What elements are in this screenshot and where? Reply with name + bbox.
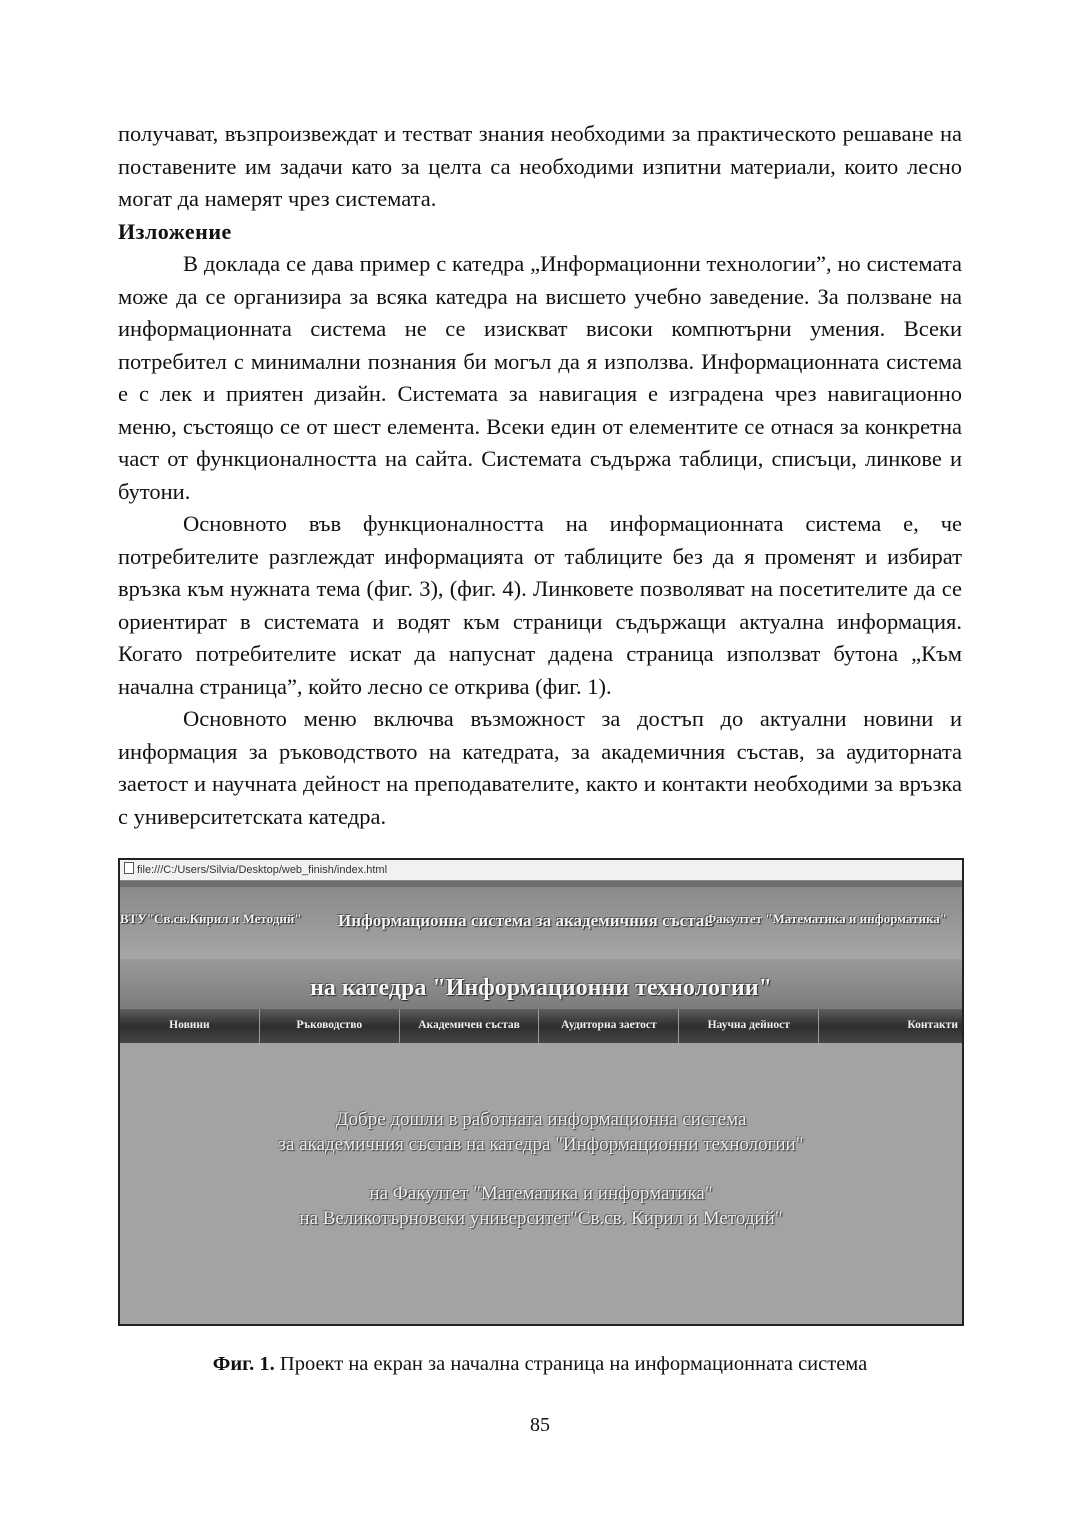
nav-item-management[interactable]: Ръководство bbox=[260, 1009, 400, 1043]
nav-item-classroom-load[interactable]: Аудиторна заетост bbox=[539, 1009, 679, 1043]
welcome-line-2: за академичния състав на катедра "Информационни технологии" bbox=[278, 1134, 804, 1155]
figure-screenshot bbox=[118, 858, 964, 1326]
paragraph-4: Основното меню включва възможност за достъп до актуални новини и информация за ръководството на катедрата, за академичния състав, за аудиторната заетост и научната дейност на преподавателите, както и контакти необходими за връзка с университетската катедра. bbox=[118, 706, 962, 829]
welcome-line-3: на Факултет "Математика и информатика" bbox=[369, 1183, 713, 1204]
nav-item-academic-staff[interactable]: Академичен състав bbox=[400, 1009, 540, 1043]
paragraph-3: Основното във функционалността на информационната система е, че потребителите разглеждат информацията от таблиците без да я променят и избират връзка към нужната тема (фиг. 3), (фиг. 4). Линковете позволяват на посетителите да се ориентират в системата и водят към страници съдържащи актуална информация. Когато потребителите искат да напуснат дадена страница използват бутона „Към начална страница”, който лесно се открива (фиг. 1). bbox=[118, 511, 962, 699]
nav-item-contacts[interactable]: Контакти bbox=[907, 1019, 958, 1031]
system-title: Информационна система за академичния състав bbox=[338, 911, 714, 930]
main-nav bbox=[120, 1009, 962, 1043]
section-heading: Изложение bbox=[118, 218, 232, 244]
body-text bbox=[118, 118, 962, 833]
caption-label: Фиг. 1. bbox=[212, 1353, 275, 1375]
figure-caption bbox=[0, 1353, 1080, 1376]
welcome-message bbox=[120, 1107, 962, 1231]
welcome-line-4: на Великотърновски университет"Св.св. Кирил и Методий" bbox=[299, 1208, 783, 1229]
site-header bbox=[120, 887, 962, 959]
paragraph-1: получават, възпроизвеждат и тестват знания необходими за практическото решаване на поставените им задачи като за целта са необходими изпитни материали, които лесно могат да намерят чрез системата. bbox=[118, 121, 962, 211]
university-name: ВТУ"Св.св.Кирил и Методий" bbox=[120, 911, 302, 926]
page-icon bbox=[124, 862, 134, 874]
welcome-line-1: Добре дошли в работната информационна система bbox=[335, 1109, 747, 1130]
department-title: на катедра "Информационни технологии" bbox=[310, 975, 772, 1001]
page-number: 85 bbox=[530, 1414, 550, 1436]
address-bar bbox=[120, 860, 962, 881]
nav-item-news[interactable]: Новини bbox=[120, 1009, 260, 1043]
address-text: file:///C:/Users/Silvia/Desktop/web_finish/index.html bbox=[137, 864, 388, 876]
faculty-name: Факултет "Математика и информатика" bbox=[705, 911, 947, 926]
caption-text: Проект на екран за начална страница на информационната система bbox=[274, 1353, 868, 1375]
paragraph-2: В доклада се дава пример с катедра „Информационни технологии”, но системата може да се организира за всяка катедра на висшето учебно заведение. За ползване на информационната система не се изискват високи компютърни умения. Всеки потребител с минимални познания би могъл да я използва. Информационната система е с лек и приятен дизайн. Системата за навигация е изградена чрез навигационно меню, състоящо се от шест елемента. Всеки един от елементите се отнася за конкретна част от функционалността на сайта. Системата съдържа таблици, списъци, линкове и бутони. bbox=[118, 251, 962, 504]
nav-item-research[interactable]: Научна дейност bbox=[679, 1009, 819, 1043]
department-banner bbox=[120, 959, 962, 1009]
